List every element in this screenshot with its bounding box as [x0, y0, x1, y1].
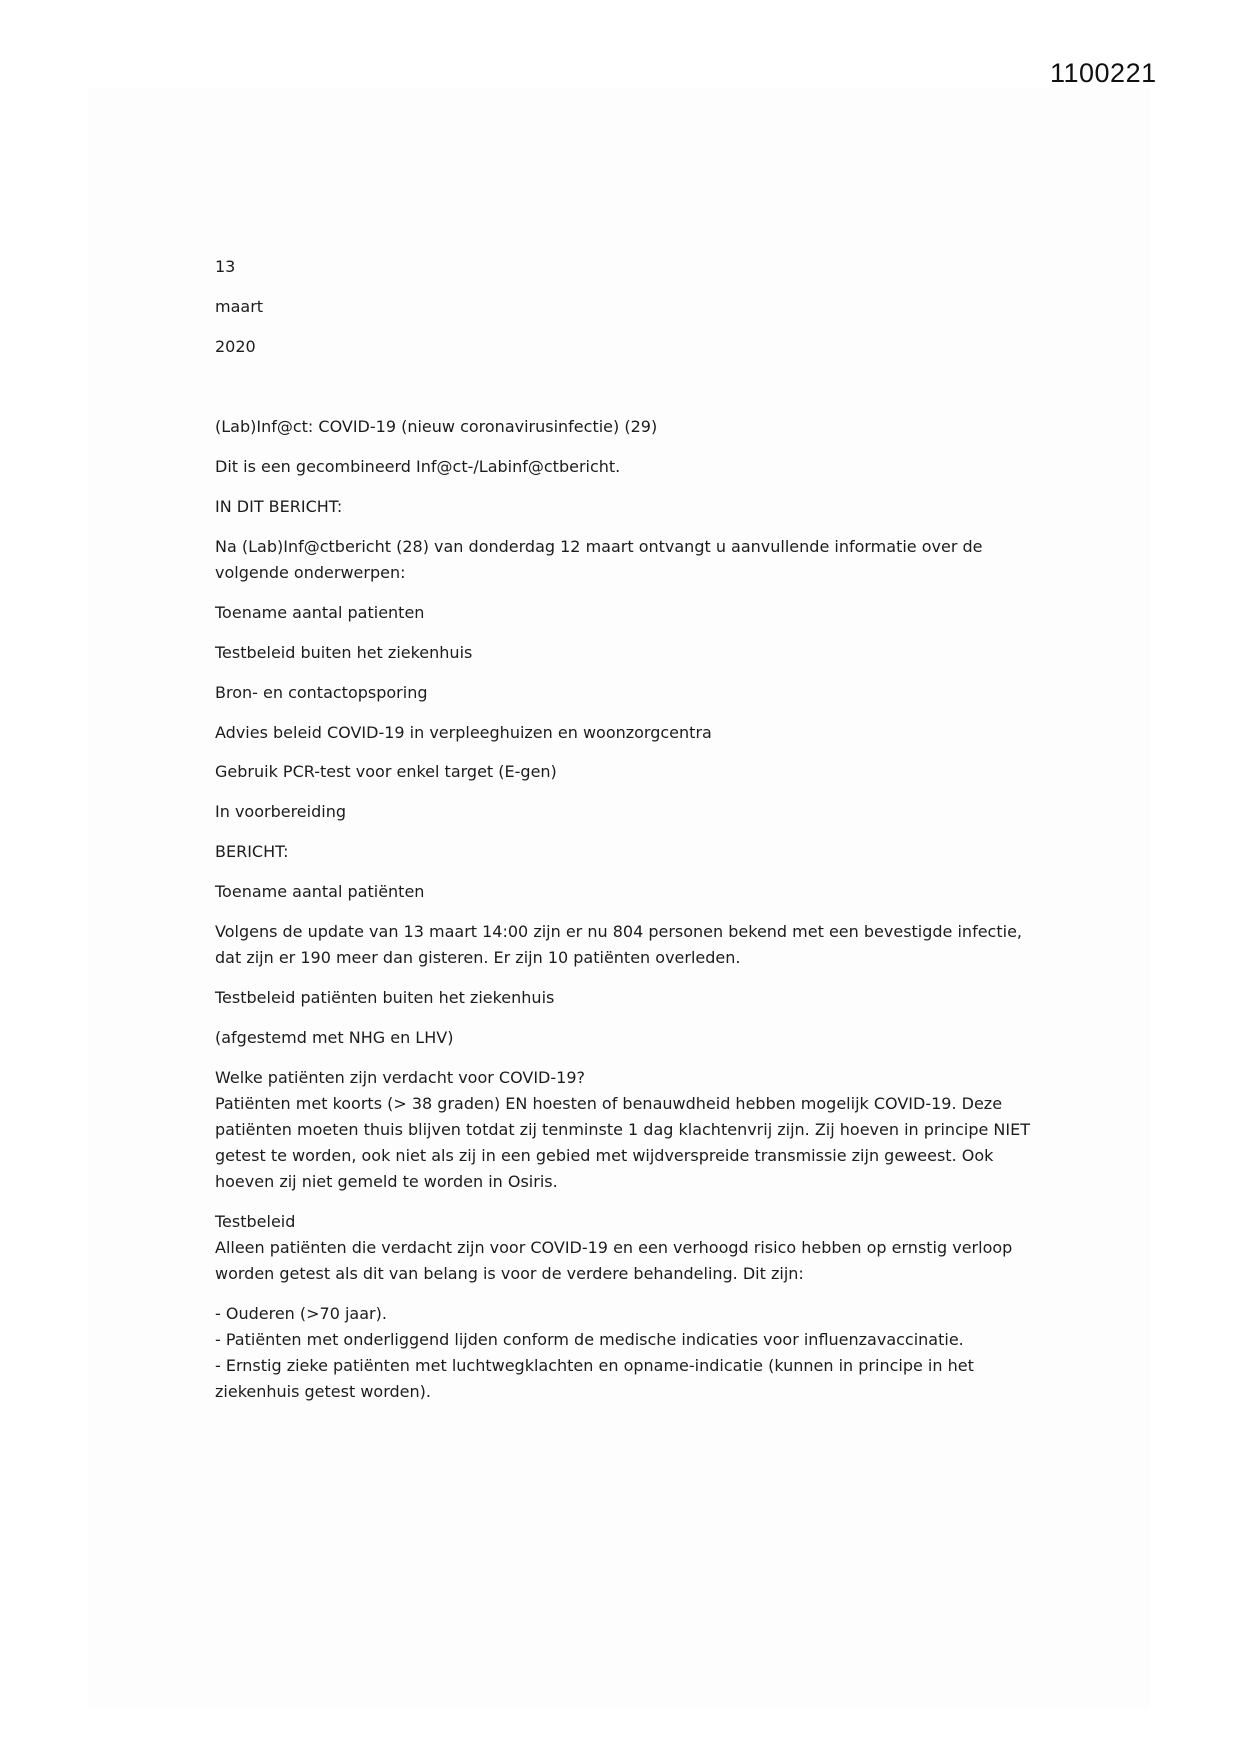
risk-group-item: - Ernstig zieke patiënten met luchtwegklachten en opname-indicatie (kunnen in principe in het: [215, 1356, 974, 1375]
document-title: (Lab)Inf@ct: COVID-19 (nieuw coronavirusinfectie) (29): [215, 417, 658, 436]
summary-line: volgende onderwerpen:: [215, 563, 406, 582]
verdacht-line: getest te worden, ook niet als zij in een gebied met wijdverspreide transmissie zijn geweest. Ook: [215, 1146, 994, 1165]
topic-item: Advies beleid COVID-19 in verpleeghuizen en woonzorgcentra: [215, 723, 712, 742]
summary-line: Na (Lab)Inf@ctbericht (28) van donderdag 12 maart ontvangt u aanvullende informatie over de: [215, 537, 983, 556]
testbeleid-line: Alleen patiënten die verdacht zijn voor COVID-19 en een verhoogd risico hebben op ernstig verloop: [215, 1238, 1013, 1257]
topic-item: Toename aantal patienten: [215, 603, 425, 622]
risk-group-item: ziekenhuis getest worden).: [215, 1382, 431, 1401]
toename-line: dat zijn er 190 meer dan gisteren. Er zijn 10 patiënten overleden.: [215, 948, 741, 967]
testbeleid-heading: Testbeleid patiënten buiten het ziekenhuis: [215, 988, 555, 1007]
testbeleid-line: worden getest als dit van belang is voor de verdere behandeling. Dit zijn:: [215, 1264, 804, 1283]
risk-group-item: - Ouderen (>70 jaar).: [215, 1304, 387, 1323]
verdacht-line: Patiënten met koorts (> 38 graden) EN hoesten of benauwdheid hebben mogelijk COVID-19. Deze: [215, 1094, 1003, 1113]
testbeleid-line: Testbeleid: [215, 1212, 296, 1231]
date-day: 13: [215, 257, 236, 276]
toename-heading: Toename aantal patiënten: [215, 882, 425, 901]
topic-item: In voorbereiding: [215, 802, 346, 821]
verdacht-line: hoeven zij niet gemeld te worden in Osiris.: [215, 1172, 558, 1191]
document-id: 1100221: [1050, 58, 1157, 88]
topic-item: Bron- en contactopsporing: [215, 683, 428, 702]
verdacht-line: patiënten moeten thuis blijven totdat zij tenminste 1 dag klachtenvrij zijn. Zij hoeven in principe NIET: [215, 1120, 1030, 1139]
topic-item: Testbeleid buiten het ziekenhuis: [215, 643, 473, 662]
toename-line: Volgens de update van 13 maart 14:00 zijn er nu 804 personen bekend met een bevestigde infectie,: [215, 922, 1022, 941]
risk-group-item: - Patiënten met onderliggend lijden conform de medische indicaties voor influenzavaccinatie.: [215, 1330, 964, 1349]
date-month: maart: [215, 297, 264, 316]
testbeleid-subheading: (afgestemd met NHG en LHV): [215, 1028, 454, 1047]
intro-text: Dit is een gecombineerd Inf@ct-/Labinf@ctbericht.: [215, 457, 621, 476]
in-dit-bericht-heading: IN DIT BERICHT:: [215, 497, 343, 516]
bericht-heading: BERICHT:: [215, 842, 289, 861]
verdacht-line: Welke patiënten zijn verdacht voor COVID-19?: [215, 1068, 585, 1087]
date-year: 2020: [215, 337, 256, 356]
topic-item: Gebruik PCR-test voor enkel target (E-gen): [215, 762, 557, 781]
